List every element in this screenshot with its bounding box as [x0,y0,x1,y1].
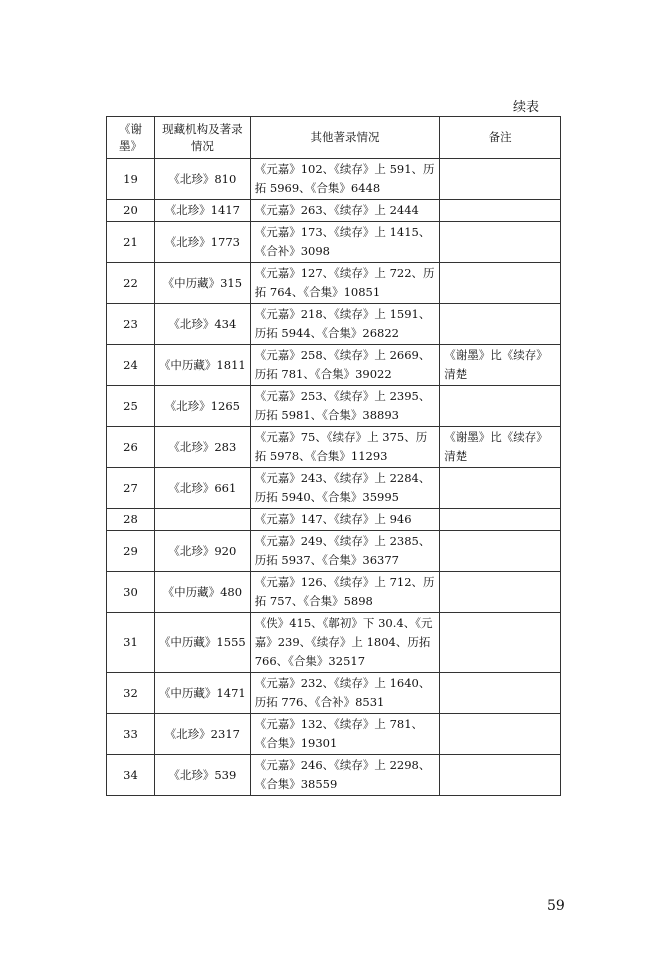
cell-number: 25 [107,386,155,427]
cell-other-records: 《元嘉》258、《续存》上 2669、历拓 781、《合集》39022 [250,345,440,386]
cell-institution [154,509,250,531]
table-row [107,531,561,572]
cell-number: 30 [107,572,155,613]
cell-notes: 《谢墨》比《续存》清楚 [440,427,561,468]
cell-notes: 《谢墨》比《续存》清楚 [440,345,561,386]
cell-other-records: 《元嘉》147、《续存》上 946 [250,509,440,531]
header-notes: 备注 [440,117,561,159]
cell-notes [440,222,561,263]
cell-other-records: 《元嘉》75、《续存》上 375、历拓 5978、《合集》11293 [250,427,440,468]
cell-other-records: 《元嘉》253、《续存》上 2395、历拓 5981、《合集》38893 [250,386,440,427]
cell-institution: 《北珍》661 [154,468,250,509]
cell-notes [440,159,561,200]
cell-number: 28 [107,509,155,531]
cell-institution: 《北珍》2317 [154,714,250,755]
cell-other-records: 《元嘉》232、《续存》上 1640、历拓 776、《合补》8531 [250,673,440,714]
cell-institution: 《中历藏》480 [154,572,250,613]
table-row [107,427,561,468]
cell-number: 19 [107,159,155,200]
table-row [107,613,561,673]
table-row [107,714,561,755]
cell-notes [440,714,561,755]
table-row [107,159,561,200]
cell-notes [440,613,561,673]
catalog-table [106,116,561,796]
header-other-records: 其他著录情况 [250,117,440,159]
cell-number: 24 [107,345,155,386]
cell-other-records: 《元嘉》127、《续存》上 722、历拓 764、《合集》10851 [250,263,440,304]
cell-number: 21 [107,222,155,263]
cell-notes [440,263,561,304]
cell-notes [440,572,561,613]
cell-notes [440,509,561,531]
cell-notes [440,755,561,796]
cell-other-records: 《元嘉》263、《续存》上 2444 [250,200,440,222]
header-xiemo: 《谢墨》 [107,117,155,159]
cell-notes [440,531,561,572]
cell-institution: 《北珍》810 [154,159,250,200]
cell-institution: 《北珍》1265 [154,386,250,427]
cell-other-records: 《元嘉》243、《续存》上 2284、历拓 5940、《合集》35995 [250,468,440,509]
cell-number: 20 [107,200,155,222]
cell-other-records: 《元嘉》218、《续存》上 1591、历拓 5944、《合集》26822 [250,304,440,345]
table-row [107,673,561,714]
table-header-row [107,117,561,159]
table-row [107,345,561,386]
cell-notes [440,386,561,427]
cell-number: 26 [107,427,155,468]
cell-other-records: 《佚》415、《郼初》下 30.4、《元嘉》239、《续存》上 1804、历拓 766、《合集》32517 [250,613,440,673]
cell-number: 23 [107,304,155,345]
cell-other-records: 《元嘉》249、《续存》上 2385、历拓 5937、《合集》36377 [250,531,440,572]
cell-institution: 《北珍》1417 [154,200,250,222]
cell-institution: 《北珍》920 [154,531,250,572]
page-number: 59 [547,898,565,914]
header-institution: 现藏机构及著录情况 [154,117,250,159]
cell-institution: 《中历藏》315 [154,263,250,304]
table-row [107,755,561,796]
cell-number: 33 [107,714,155,755]
table-caption: 续表 [513,100,540,115]
cell-notes [440,673,561,714]
cell-number: 29 [107,531,155,572]
cell-number: 22 [107,263,155,304]
cell-institution: 《中历藏》1811 [154,345,250,386]
cell-institution: 《北珍》283 [154,427,250,468]
cell-other-records: 《元嘉》126、《续存》上 712、历拓 757、《合集》5898 [250,572,440,613]
table-row [107,200,561,222]
cell-institution: 《北珍》434 [154,304,250,345]
table-row [107,468,561,509]
cell-institution: 《北珍》1773 [154,222,250,263]
table-row [107,263,561,304]
cell-notes [440,468,561,509]
cell-number: 34 [107,755,155,796]
table-row [107,572,561,613]
table-row [107,222,561,263]
cell-notes [440,200,561,222]
cell-number: 27 [107,468,155,509]
cell-notes [440,304,561,345]
cell-institution: 《中历藏》1471 [154,673,250,714]
cell-other-records: 《元嘉》132、《续存》上 781、《合集》19301 [250,714,440,755]
table-row [107,304,561,345]
table-row [107,509,561,531]
cell-other-records: 《元嘉》246、《续存》上 2298、《合集》38559 [250,755,440,796]
cell-number: 32 [107,673,155,714]
table-row [107,386,561,427]
cell-institution: 《中历藏》1555 [154,613,250,673]
cell-number: 31 [107,613,155,673]
cell-other-records: 《元嘉》102、《续存》上 591、历拓 5969、《合集》6448 [250,159,440,200]
cell-other-records: 《元嘉》173、《续存》上 1415、《合补》3098 [250,222,440,263]
cell-institution: 《北珍》539 [154,755,250,796]
